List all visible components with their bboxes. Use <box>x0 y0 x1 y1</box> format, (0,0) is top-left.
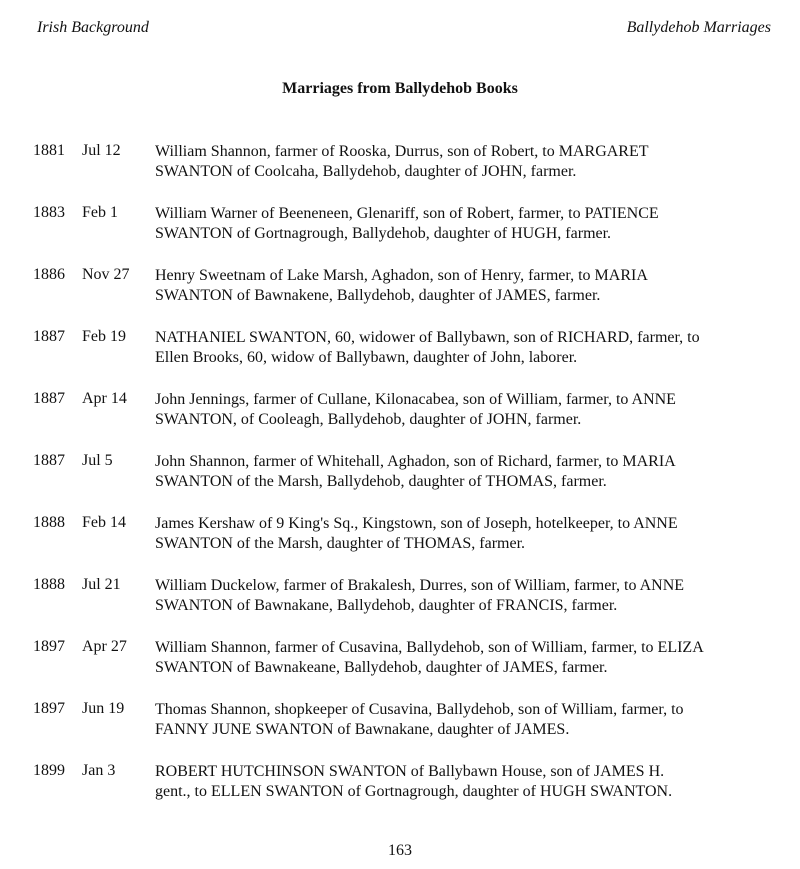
page-number: 163 <box>388 842 412 859</box>
entry-line: SWANTON of Coolcaha, Ballydehob, daughter of JOHN, farmer. <box>155 163 577 180</box>
entry-line: FANNY JUNE SWANTON of Bawnakane, daughter of JAMES. <box>155 721 570 738</box>
entry-line: SWANTON of Bawnakene, Ballydehob, daughter of JAMES, farmer. <box>155 287 601 304</box>
marriage-entry <box>0 638 800 700</box>
entry-line: John Jennings, farmer of Cullane, Kilonacabea, son of William, farmer, to ANNE <box>155 391 676 408</box>
running-header-left: Irish Background <box>37 19 149 36</box>
marriage-entry <box>0 514 800 576</box>
entry-line: SWANTON of Gortnagrough, Ballydehob, daughter of HUGH, farmer. <box>155 225 612 242</box>
marriage-entry <box>0 204 800 266</box>
entry-date: Feb 14 <box>82 514 126 531</box>
entry-line: James Kershaw of 9 King's Sq., Kingstown, son of Joseph, hotelkeeper, to ANNE <box>155 515 678 532</box>
entry-date: Jan 3 <box>82 762 116 779</box>
entry-text <box>155 452 770 492</box>
entry-year: 1888 <box>33 576 65 593</box>
entry-year: 1897 <box>33 700 65 717</box>
marriage-entry <box>0 762 800 824</box>
entry-line: Henry Sweetnam of Lake Marsh, Aghadon, son of Henry, farmer, to MARIA <box>155 267 648 284</box>
entry-line: SWANTON of Bawnakane, Ballydehob, daughter of FRANCIS, farmer. <box>155 597 618 614</box>
entry-line: Thomas Shannon, shopkeeper of Cusavina, Ballydehob, son of William, farmer, to <box>155 701 684 718</box>
entry-text <box>155 328 770 368</box>
entry-date: Jul 12 <box>82 142 121 159</box>
entry-date: Jun 19 <box>82 700 125 717</box>
entry-line: William Shannon, farmer of Rooska, Durrus, son of Robert, to MARGARET <box>155 143 649 160</box>
entry-text <box>155 514 770 554</box>
entry-text <box>155 700 770 740</box>
entry-line: William Shannon, farmer of Cusavina, Ballydehob, son of William, farmer, to ELIZA <box>155 639 704 656</box>
entry-line: gent., to ELLEN SWANTON of Gortnagrough, daughter of HUGH SWANTON. <box>155 783 673 800</box>
entry-date: Jul 5 <box>82 452 113 469</box>
entry-date: Apr 14 <box>82 390 127 407</box>
entry-year: 1887 <box>33 328 65 345</box>
entry-line: William Duckelow, farmer of Brakalesh, Durres, son of William, farmer, to ANNE <box>155 577 685 594</box>
entry-year: 1888 <box>33 514 65 531</box>
marriage-entry <box>0 576 800 638</box>
entry-date: Feb 19 <box>82 328 126 345</box>
entry-line: John Shannon, farmer of Whitehall, Aghadon, son of Richard, farmer, to MARIA <box>155 453 676 470</box>
entry-text <box>155 762 770 802</box>
page-title: Marriages from Ballydehob Books <box>282 80 518 97</box>
entry-line: SWANTON of the Marsh, Ballydehob, daughter of THOMAS, farmer. <box>155 473 607 490</box>
entry-text <box>155 390 770 430</box>
entry-date: Jul 21 <box>82 576 121 593</box>
marriage-entry <box>0 328 800 390</box>
entry-line: SWANTON of Bawnakeane, Ballydehob, daughter of JAMES, farmer. <box>155 659 608 676</box>
marriage-list <box>0 142 800 824</box>
entry-date: Nov 27 <box>82 266 130 283</box>
entry-line: SWANTON of the Marsh, daughter of THOMAS, farmer. <box>155 535 526 552</box>
entry-line: William Warner of Beeneneen, Glenariff, son of Robert, farmer, to PATIENCE <box>155 205 659 222</box>
entry-text <box>155 142 770 182</box>
marriage-entry <box>0 142 800 204</box>
entry-year: 1899 <box>33 762 65 779</box>
entry-year: 1887 <box>33 452 65 469</box>
entry-date: Feb 1 <box>82 204 118 221</box>
marriage-entry <box>0 700 800 762</box>
entry-year: 1881 <box>33 142 65 159</box>
entry-text <box>155 638 770 678</box>
marriage-entry <box>0 390 800 452</box>
entry-line: SWANTON, of Cooleagh, Ballydehob, daughter of JOHN, farmer. <box>155 411 582 428</box>
entry-year: 1886 <box>33 266 65 283</box>
entry-text <box>155 204 770 244</box>
entry-text <box>155 576 770 616</box>
entry-year: 1897 <box>33 638 65 655</box>
entry-year: 1883 <box>33 204 65 221</box>
entry-year: 1887 <box>33 390 65 407</box>
entry-line: Ellen Brooks, 60, widow of Ballybawn, daughter of John, laborer. <box>155 349 578 366</box>
marriage-entry <box>0 266 800 328</box>
entry-line: NATHANIEL SWANTON, 60, widower of Ballybawn, son of RICHARD, farmer, to <box>155 329 700 346</box>
entry-line: ROBERT HUTCHINSON SWANTON of Ballybawn House, son of JAMES H. <box>155 763 665 780</box>
entry-text <box>155 266 770 306</box>
entry-date: Apr 27 <box>82 638 127 655</box>
running-header-right: Ballydehob Marriages <box>626 19 771 36</box>
marriage-entry <box>0 452 800 514</box>
